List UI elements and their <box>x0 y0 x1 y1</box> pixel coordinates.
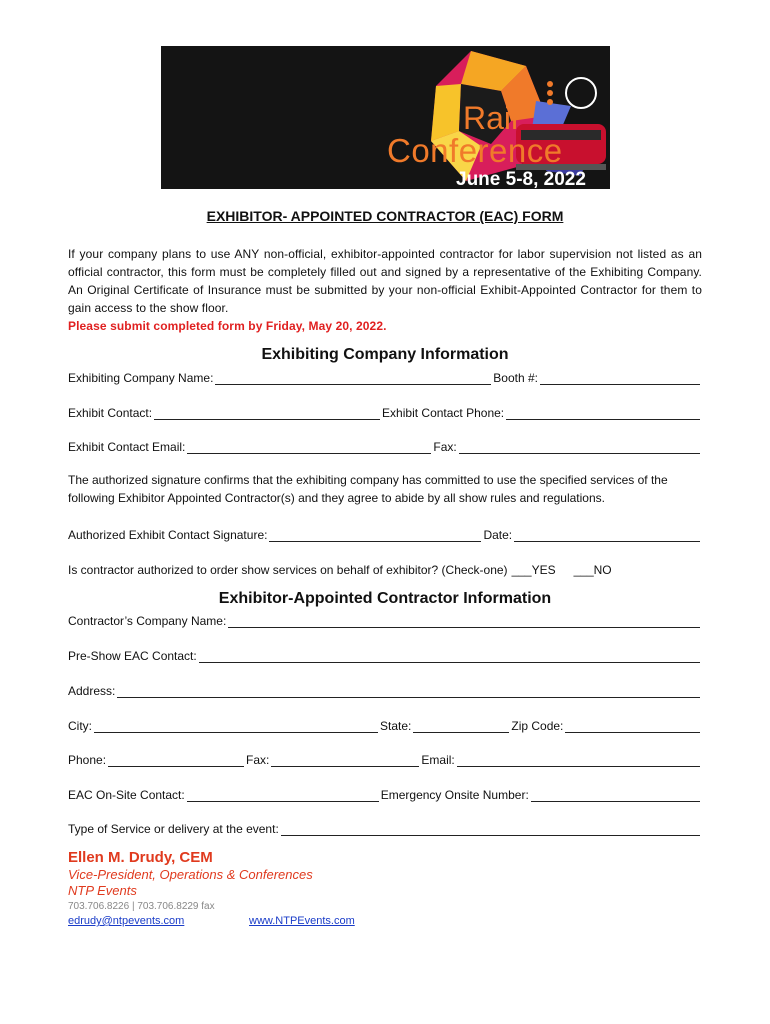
preshow-contact-row <box>68 645 702 663</box>
phone-label: Phone: <box>68 753 107 767</box>
address-label: Address: <box>68 684 116 698</box>
state-field[interactable] <box>413 718 509 733</box>
intro-text: If your company plans to use ANY non-official, exhibitor-appointed contractor for labor supervision not listed as an official contractor, this form must be completely filled out and signed by a representative of the Exhibiting Company. An Original Certificate of Insurance must be submitted by your non-official Exhibit-Appointed Contractor for them to gain access to the show floor. <box>68 247 702 315</box>
exhibitor-company-row <box>68 367 702 385</box>
signature-row <box>68 524 702 542</box>
authorization-question: Is contractor authorized to order show services on behalf of exhibitor? (Check-one) <box>68 563 508 577</box>
exhibit-email-row <box>68 436 702 454</box>
service-type-row <box>68 818 702 836</box>
onsite-contact-field[interactable] <box>187 787 379 802</box>
phone-field[interactable] <box>108 752 244 767</box>
signature-label: Authorized Exhibit Contact Signature: <box>68 528 268 542</box>
address-field[interactable] <box>117 683 700 698</box>
dot-1 <box>547 81 553 87</box>
website-link[interactable]: www.NTPEvents.com <box>249 915 355 927</box>
banner-rail-word: Rail <box>463 100 519 136</box>
contractor-email-label: Email: <box>421 753 455 767</box>
date-label: Date: <box>483 528 513 542</box>
form-title: EXHIBITOR- APPOINTED CONTRACTOR (EAC) FORM <box>206 208 564 224</box>
contractor-company-field[interactable] <box>228 613 700 628</box>
preshow-contact-label: Pre-Show EAC Contact: <box>68 649 197 663</box>
dot-3 <box>547 99 553 105</box>
city-label: City: <box>68 719 92 733</box>
city-field[interactable] <box>94 718 378 733</box>
exhibit-email-field[interactable] <box>187 439 431 454</box>
authorization-paragraph: The authorized signature confirms that the exhibiting company has committed to use the specified services of the following Exhibitor Appointed Contractor(s) and they agree to abide by all show rules and regulations. <box>68 473 668 505</box>
contractor-section-heading: Exhibitor-Appointed Contractor Information <box>218 590 552 607</box>
booth-field[interactable] <box>540 370 700 385</box>
no-option[interactable]: ___NO <box>573 563 612 577</box>
emergency-number-label: Emergency Onsite Number: <box>380 788 529 802</box>
exhibit-contact-phone-label: Exhibit Contact Phone: <box>382 406 505 420</box>
contact-name: Ellen M. Drudy, CEM <box>68 849 213 866</box>
service-type-label: Type of Service or delivery at the event: <box>68 822 279 836</box>
contractor-email-field[interactable] <box>457 752 700 767</box>
conference-banner <box>161 46 752 212</box>
emergency-number-field[interactable] <box>531 787 700 802</box>
contractor-company-label: Contractor’s Company Name: <box>68 614 227 628</box>
booth-label: Booth #: <box>493 371 538 385</box>
zip-label: Zip Code: <box>511 719 564 733</box>
apta-logo-icon <box>566 78 596 108</box>
exhibit-fax-field[interactable] <box>459 439 700 454</box>
city-row <box>68 715 702 733</box>
apta-logo-text: APTA <box>730 135 752 144</box>
contact-organization: NTP Events <box>68 883 137 898</box>
banner-dates: June 5-8, 2022 <box>456 169 586 190</box>
exhibitor-company-label: Exhibiting Company Name: <box>68 371 214 385</box>
phone-row <box>68 749 702 767</box>
exhibit-email-label: Exhibit Contact Email: <box>68 440 186 454</box>
zip-field[interactable] <box>565 718 700 733</box>
onsite-contact-label: EAC On-Site Contact: <box>68 788 185 802</box>
dot-2 <box>547 90 553 96</box>
service-type-field[interactable] <box>281 821 700 836</box>
contractor-fax-field[interactable] <box>271 752 419 767</box>
contractor-fax-label: Fax: <box>246 753 270 767</box>
contact-email-link[interactable]: edrudy@ntpevents.com <box>68 915 185 927</box>
authorization-question-row <box>68 559 702 577</box>
onsite-contact-row <box>68 784 702 802</box>
banner-city: San Diego, CA <box>467 191 598 212</box>
yes-option[interactable]: ___YES <box>511 563 556 577</box>
intro-paragraph <box>68 245 702 335</box>
deadline-text: Please submit completed form by Friday, May 20, 2022. <box>68 319 387 333</box>
exhibit-fax-label: Fax: <box>433 440 457 454</box>
exhibit-contact-field[interactable] <box>154 405 380 420</box>
contractor-company-row <box>68 610 702 628</box>
exhibit-contact-phone-field[interactable] <box>506 405 700 420</box>
contact-phones: 703.706.8226 | 703.706.8229 fax <box>68 901 215 912</box>
state-label: State: <box>380 719 412 733</box>
exhibit-contact-label: Exhibit Contact: <box>68 406 153 420</box>
signature-field[interactable] <box>269 527 481 542</box>
date-field[interactable] <box>514 527 700 542</box>
banner-conference-word: Conference <box>387 132 563 169</box>
exhibitor-company-field[interactable] <box>215 370 491 385</box>
exhibitor-section-heading: Exhibiting Company Information <box>261 346 509 363</box>
address-row <box>68 680 702 698</box>
contact-title: Vice-President, Operations & Conferences <box>68 867 313 882</box>
preshow-contact-field[interactable] <box>199 648 700 663</box>
exhibit-contact-row <box>68 402 702 420</box>
